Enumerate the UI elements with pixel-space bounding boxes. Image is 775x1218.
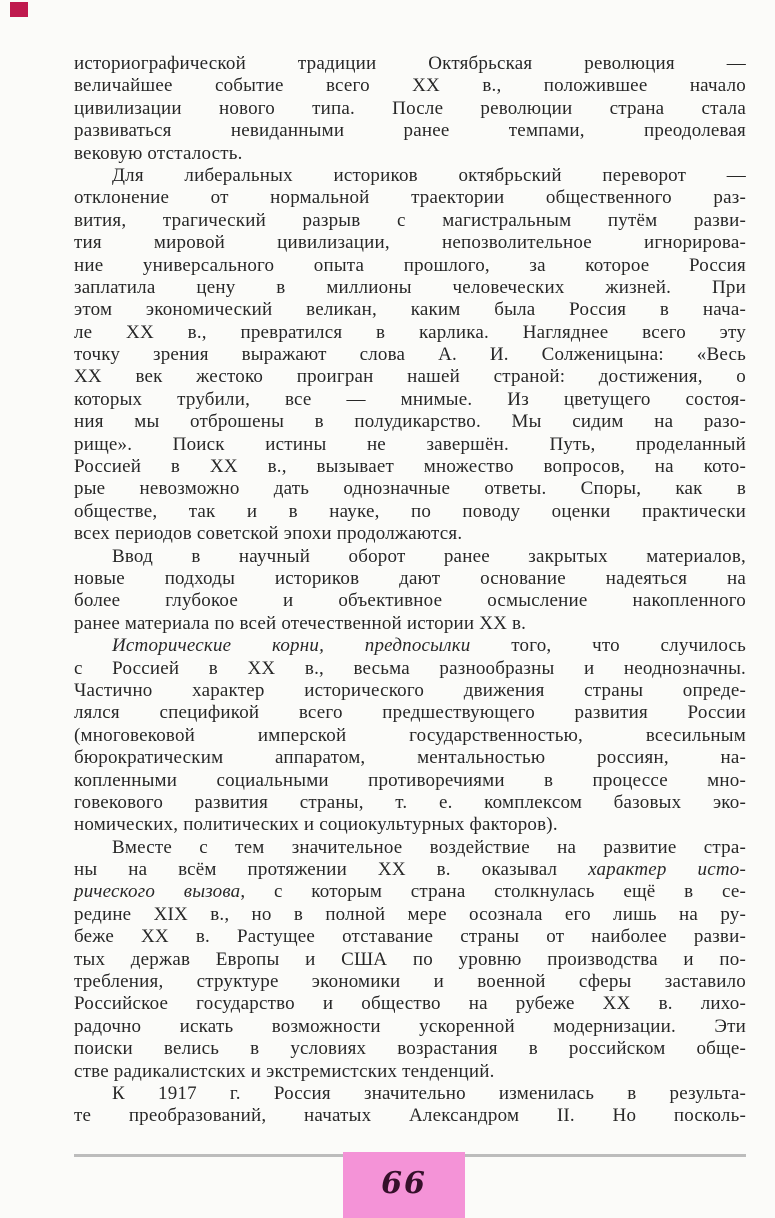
corner-red-square: [10, 2, 28, 17]
text-segment: того, что случилось: [470, 635, 747, 657]
paragraph: [74, 635, 746, 837]
text-line: [74, 568, 746, 590]
text-segment: рище». Поиск истины не завершён. Путь, проделанный: [74, 433, 746, 455]
text-segment: точку зрения выражают слова А. И. Солженицына: «Весь: [74, 344, 746, 366]
text-segment: которых трубили, все — мнимые. Из цветущего состоя-: [74, 388, 746, 410]
text-segment: ния мы отброшены в полудикарство. Мы сидим на разо-: [74, 411, 746, 433]
text-line: [74, 770, 746, 792]
text-segment: более глубокое и объективное осмысление накопленного: [74, 590, 746, 612]
paragraph: [74, 53, 746, 165]
text-line: [74, 165, 746, 187]
text-segment: лялся спецификой всего предшествующего развития России: [74, 702, 746, 724]
italic-text: Исторические корни, предпосылки: [112, 635, 471, 657]
text-segment: XX век жестоко проигран нашей страной: достижения, о: [74, 366, 746, 388]
text-line: [74, 1105, 746, 1127]
text-segment: Россией в XX в., вызывает множество вопросов, на кото-: [74, 456, 746, 478]
text-line: [74, 255, 746, 277]
text-line: [74, 680, 746, 702]
text-line: [74, 904, 746, 926]
paragraph: [74, 165, 746, 546]
text-line: [74, 814, 746, 836]
paragraph: [74, 837, 746, 1083]
text-line: [74, 501, 746, 523]
text-line: [74, 143, 746, 165]
text-segment: ние универсального опыта прошлого, за которое Россия: [74, 254, 746, 276]
text-segment: отклонение от нормальной траектории общественного раз-: [74, 187, 746, 209]
text-line: [74, 98, 746, 120]
text-line: [74, 53, 746, 75]
text-line: [74, 1061, 746, 1083]
text-line: [74, 837, 746, 859]
text-segment: беже XX в. Растущее отставание страны от наиболее разви-: [74, 926, 746, 948]
text-segment: этом экономический великан, каким была Россия в нача-: [74, 299, 746, 321]
text-line: [74, 434, 746, 456]
text-line: [74, 613, 746, 635]
text-line: [74, 546, 746, 568]
text-segment: рые невозможно дать однозначные ответы. Споры, как в: [74, 478, 746, 500]
text-line: [74, 299, 746, 321]
text-line: [74, 75, 746, 97]
text-line: [74, 725, 746, 747]
text-line: [74, 792, 746, 814]
text-segment: цивилизации нового типа. После революции страна стала: [74, 97, 746, 119]
text-line: [74, 1038, 746, 1060]
text-segment: стве радикалистских и экстремистских тенденций.: [74, 1060, 495, 1082]
page-number: 66: [381, 1165, 427, 1201]
text-line: [74, 702, 746, 724]
paragraph: [74, 1083, 746, 1128]
text-segment: величайшее событие всего XX в., положившее начало: [74, 75, 746, 97]
text-segment: номических, политических и социокультурных факторов).: [74, 814, 558, 836]
text-line: [74, 926, 746, 948]
text-segment: Вместе с тем значительное воздействие на развитие стра-: [112, 836, 746, 858]
text-segment: (многовековой имперской государственностью, всесильным: [74, 724, 746, 746]
text-line: [74, 590, 746, 612]
italic-text: характер исто-: [588, 859, 746, 881]
text-line: [74, 456, 746, 478]
text-segment: новые подходы историков дают основание надеяться на: [74, 567, 746, 589]
text-line: [74, 993, 746, 1015]
text-line: [74, 120, 746, 142]
text-segment: копленными социальными противоречиями в процессе мно-: [74, 769, 746, 791]
paragraph: [74, 546, 746, 636]
text-segment: тия мировой цивилизации, непозволительное игнорирова-: [74, 232, 746, 254]
text-line: [74, 210, 746, 232]
text-segment: ле XX в., превратился в карлика. Нагляднее всего эту: [74, 321, 746, 343]
text-segment: Частично характер исторического движения страны опреде-: [74, 679, 746, 701]
text-segment: те преобразований, начатых Александром II. Но посколь-: [74, 1105, 746, 1127]
text-line: [74, 187, 746, 209]
text-line: [74, 859, 746, 881]
text-line: [74, 971, 746, 993]
text-line: [74, 411, 746, 433]
text-line: [74, 322, 746, 344]
text-segment: говекового развития страны, т. е. комплексом базовых эко-: [74, 791, 746, 813]
text-line: [74, 635, 746, 657]
text-segment: бюрократическим аппаратом, ментальностью россиян, на-: [74, 747, 746, 769]
text-segment: , с которым страна столкнулась ещё в се-: [240, 881, 746, 903]
page-text: [74, 53, 746, 1128]
text-segment: обществе, так и в науке, по поводу оценки практически: [74, 500, 746, 522]
text-segment: радочно искать возможности ускоренной модернизации. Эти: [74, 1015, 746, 1037]
text-segment: заплатила цену в миллионы человеческих жизней. При: [74, 276, 746, 298]
text-line: [74, 1016, 746, 1038]
text-segment: поиски велись в условиях возрастания в российском обще-: [74, 1038, 746, 1060]
text-segment: вековую отсталость.: [74, 142, 243, 164]
text-segment: К 1917 г. Россия значительно изменилась в результа-: [112, 1082, 746, 1104]
text-line: [74, 478, 746, 500]
text-line: [74, 389, 746, 411]
text-segment: тых держав Европы и США по уровню производства и по-: [74, 948, 746, 970]
text-segment: Российское государство и общество на рубеже XX в. лихо-: [74, 993, 746, 1015]
text-line: [74, 1083, 746, 1105]
text-segment: Для либеральных историков октябрьский переворот —: [112, 164, 746, 186]
text-line: [74, 949, 746, 971]
text-line: [74, 277, 746, 299]
text-line: [74, 232, 746, 254]
text-segment: вития, трагический разрыв с магистральным путём разви-: [74, 209, 746, 231]
text-line: [74, 366, 746, 388]
italic-text: рического вызова: [74, 881, 241, 903]
text-segment: Ввод в научный оборот ранее закрытых материалов,: [112, 545, 746, 567]
page-number-tab: [343, 1152, 465, 1218]
text-line: [74, 344, 746, 366]
text-segment: ны на всём протяжении XX в. оказывал: [74, 859, 589, 881]
text-segment: всех периодов советской эпохи продолжаются.: [74, 523, 463, 545]
text-segment: историографической традиции Октябрьская революция —: [74, 53, 746, 74]
text-segment: ранее материала по всей отечественной истории XX в.: [74, 612, 527, 634]
text-segment: с Россией в XX в., весьма разнообразны и неоднозначны.: [74, 657, 746, 679]
text-segment: требления, структуре экономики и военной сферы заставило: [74, 971, 746, 993]
text-line: [74, 658, 746, 680]
text-segment: редине XIX в., но в полной мере осознала его лишь на ру-: [74, 903, 746, 925]
text-line: [74, 523, 746, 545]
text-line: [74, 747, 746, 769]
text-segment: развиваться невиданными ранее темпами, преодолевая: [74, 120, 746, 142]
text-line: [74, 881, 746, 903]
